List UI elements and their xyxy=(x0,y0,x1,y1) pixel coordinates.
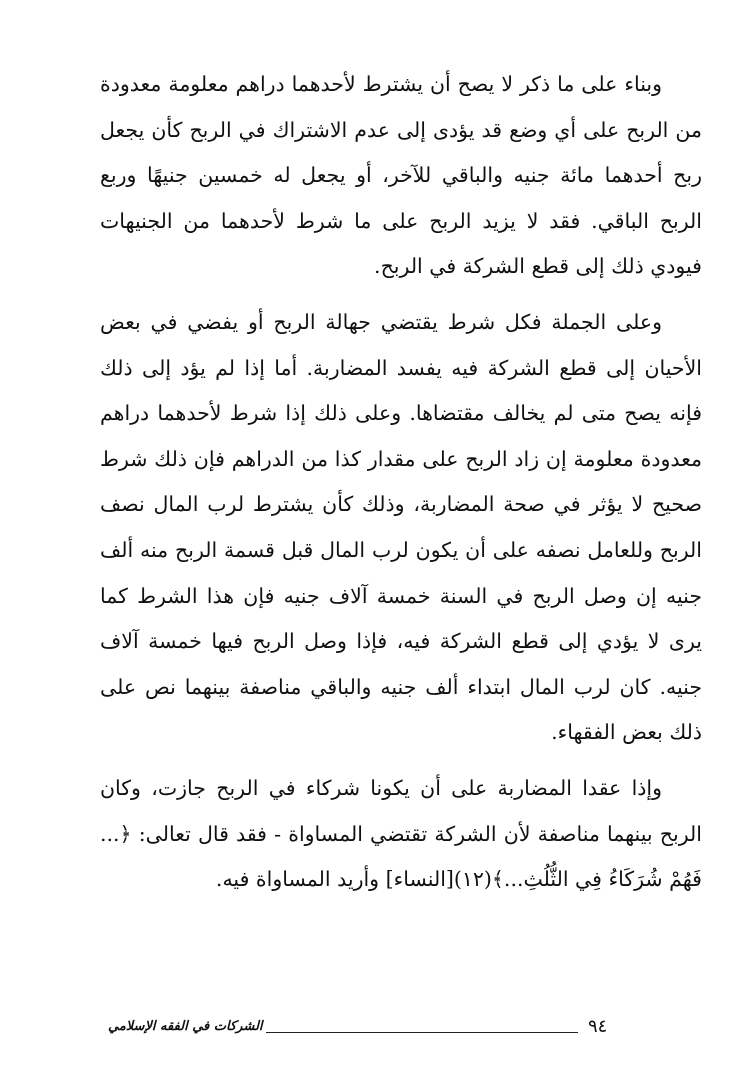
paragraph-1: وبناء على ما ذكر لا يصح أن يشترط لأحدهما دراهم معلومة معدودة من الربح على أي وضع قد يؤدى إلى عدم الاشتراك في الربح كأن يجعل ربح أحدهما مائة جنيه والباقي للآخر، أو يجعل له خمسين جنيهًا وربع الربح الباقي. فقد لا يزيد الربح على ما شرط لأحدهما من الجنيهات فيودي ذلك إلى قطع الشركة في الربح. xyxy=(100,72,702,279)
page-body xyxy=(100,62,702,903)
book-title: الشركات في الفقه الإسلامي xyxy=(108,1019,263,1034)
paragraph-2: وعلى الجملة فكل شرط يقتضي جهالة الربح أو يفضي في بعض الأحيان إلى قطع الشركة فيه يفسد المضاربة. أما إذا لم يؤد إلى ذلك فإنه يصح متى لم يخالف مقتضاها. وعلى ذلك إذا شرط لأحدهما دراهم معدودة معلومة إن زاد الربح على مقدار كذا من الدراهم فإن ذلك شرط صحيح لا يؤثر في صحة المضاربة، وذلك كأن يشترط لرب المال نصف الربح وللعامل نصفه على أن يكون لرب المال قبل قسمة الربح منه ألف جنيه إن وصل الربح في السنة خمسة آلاف جنيه فإن هذا الشرط كما يرى لا يؤدي إلى قطع الشركة فيه، فإذا وصل الربح فيها خمسة آلاف جنيه. كان لرب المال ابتداء ألف جنيه والباقي مناصفة بينهما نص على ذلك بعض الفقهاء. xyxy=(100,309,702,745)
page-footer xyxy=(108,1016,618,1042)
footer-rule xyxy=(266,1032,578,1033)
page-number: ٩٤ xyxy=(588,1016,608,1037)
paragraph-3: وإذا عقدا المضاربة على أن يكونا شركاء في الربح جازت، وكان الربح بينهما مناصفة لأن الشركة تقتضي المساواة - فقد قال تعالى: ﴿... فَهُمْ شُرَكَاءُ فِي الثُّلُثِ...﴾(١٢)[النساء] وأريد المساواة فيه. xyxy=(100,775,702,892)
